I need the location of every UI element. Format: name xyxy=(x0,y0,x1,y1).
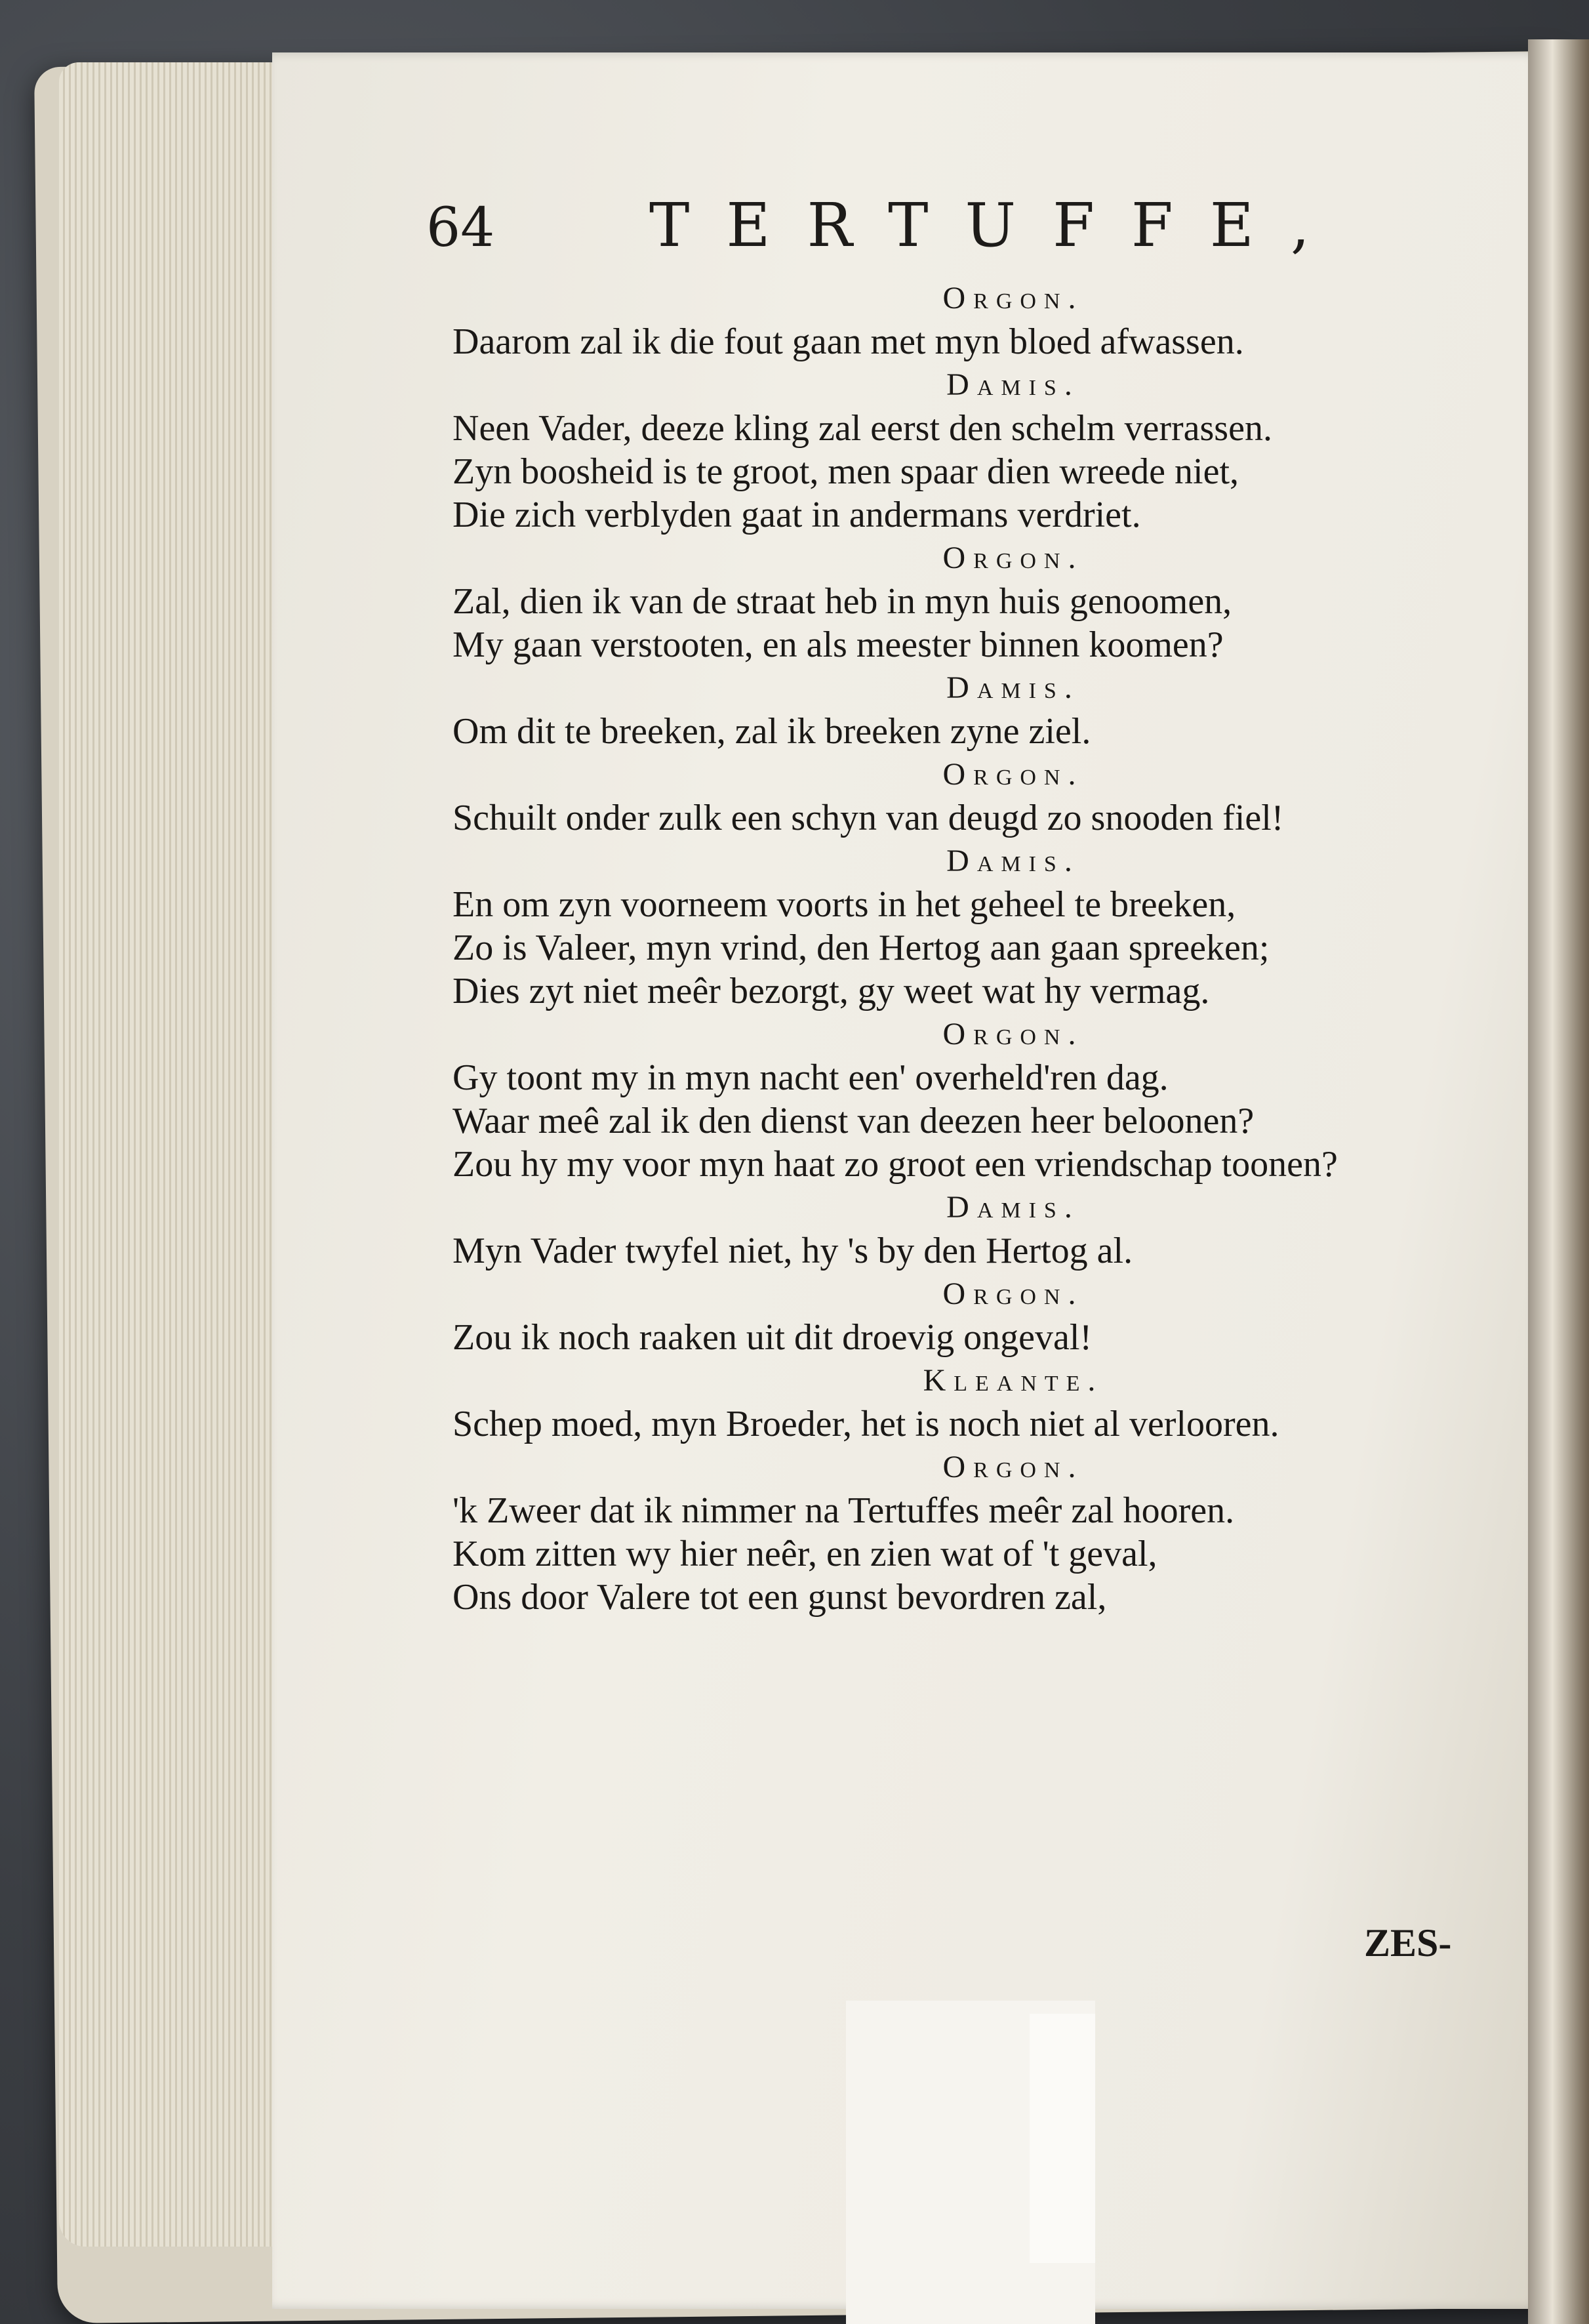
verse-line: 'k Zweer dat ik nimmer na Tertuffes meêr zal hooren. xyxy=(453,1490,1235,1531)
page-stack-edges xyxy=(59,62,275,2247)
speaker-name: Kleante. xyxy=(923,1363,1104,1398)
verse-line: Zou hy my voor myn haat zo groot een vriendschap toonen? xyxy=(453,1144,1338,1185)
catchword: ZES- xyxy=(1364,1921,1452,1965)
verse-line: Waar meê zal ik den dienst van deezen heer beloonen? xyxy=(453,1101,1255,1141)
page-number: 64 xyxy=(426,197,495,259)
verse-line: Dies zyt niet meêr bezorgt, gy weet wat hy vermag. xyxy=(453,971,1210,1011)
speaker-name: Orgon. xyxy=(942,540,1084,575)
verse-line: Myn Vader twyfel niet, hy 's by den Hertog al. xyxy=(453,1231,1133,1271)
paper-strip-highlight xyxy=(1030,2014,1095,2263)
running-header xyxy=(426,190,1371,262)
running-title: TERTUFFE, xyxy=(649,190,1347,260)
speaker-name: Orgon. xyxy=(942,757,1084,792)
verse-line: Neen Vader, deeze kling zal eerst den schelm verrassen. xyxy=(453,408,1272,449)
speaker-name: Orgon. xyxy=(942,1450,1084,1484)
verse-line: Zo is Valeer, myn vrind, den Hertog aan gaan spreeken; xyxy=(453,928,1270,968)
verse-line: Daarom zal ik die fout gaan met myn bloed afwassen. xyxy=(453,321,1244,362)
verse-line: Gy toont my in myn nacht een' overheld'ren dag. xyxy=(453,1057,1169,1098)
speaker-name: Orgon. xyxy=(942,1017,1084,1051)
verse-line: En om zyn voorneem voorts in het geheel te breeken, xyxy=(453,884,1236,925)
verse-line: Zal, dien ik van de straat heb in myn huis genoomen, xyxy=(453,581,1232,622)
verse-line: Zou ik noch raaken uit dit droevig ongeval! xyxy=(453,1317,1093,1358)
facing-page-edge xyxy=(1528,39,1589,2324)
speaker-name: Damis. xyxy=(946,367,1080,402)
speaker-name: Damis. xyxy=(946,844,1080,878)
verse-line: Ons door Valere tot een gunst bevordren zal, xyxy=(453,1577,1107,1618)
verse-line: Om dit te breeken, zal ik breeken zyne ziel. xyxy=(453,711,1091,752)
speaker-name: Orgon. xyxy=(942,1276,1084,1311)
verse-line: My gaan verstooten, en als meester binnen koomen? xyxy=(453,624,1224,665)
play-text xyxy=(453,277,1515,1619)
speaker-name: Damis. xyxy=(946,670,1080,705)
verse-line: Zyn boosheid is te groot, men spaar dien wreede niet, xyxy=(453,451,1239,492)
verse-line: Schep moed, myn Broeder, het is noch niet al verlooren. xyxy=(453,1404,1279,1444)
verse-line: Kom zitten wy hier neêr, en zien wat of 't geval, xyxy=(453,1534,1157,1574)
verse-line: Die zich verblyden gaat in andermans verdriet. xyxy=(453,495,1141,535)
speaker-name: Damis. xyxy=(946,1190,1080,1225)
speaker-name: Orgon. xyxy=(942,281,1084,316)
verse-line: Schuilt onder zulk een schyn van deugd zo snooden fiel! xyxy=(453,798,1284,838)
